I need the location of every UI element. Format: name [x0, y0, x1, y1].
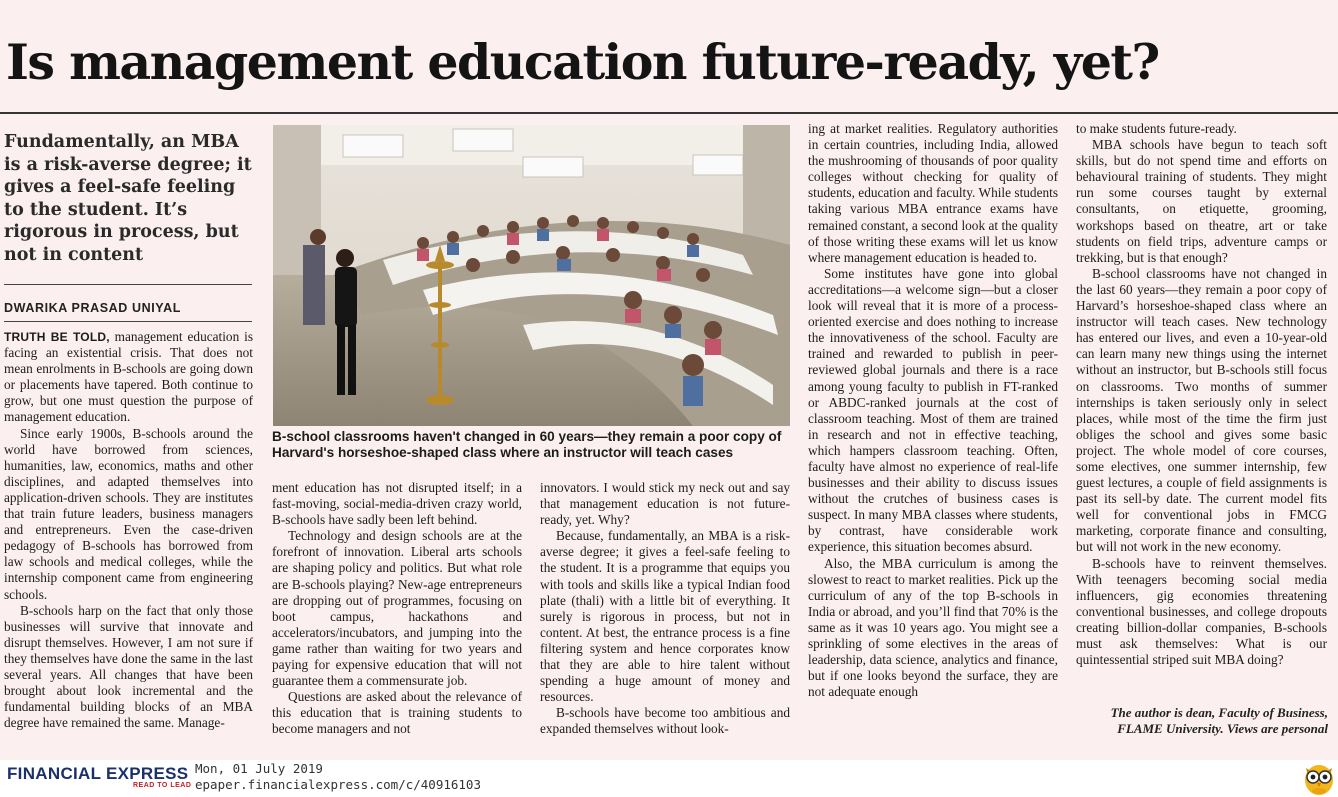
- paragraph: Some institutes have gone into global accreditations—a welcome sign—but a closer look will reveal that it is more of a process-oriented exercise and does nothing to increase the innovativeness of the school. Faculty are trained and rewarded to publish in peer-reviewed global journals and there is a race among young faculty to publish in FT-ranked or ABDC-ranked journals at the cost of classroom teaching. Most of them are trained in research and not in effective teaching, which hampers classroom teaching. Often, faculty have almost no experience of real-life businesses and their ability to discuss issues without the crutches of business cases is suspect. In many MBA classes where students, by contrast, have considerable work experience, this situation becomes absurd.: [808, 265, 1058, 555]
- headline-rule: [0, 112, 1338, 114]
- lead-in: TRUTH BE TOLD,: [4, 330, 110, 344]
- classroom-photo: [273, 125, 790, 426]
- paragraph: Also, the MBA curriculum is among the slowest to react to market realities. Pick up the curriculum of any of the top B-schools in India or abroad, and you’ll find that 70% is the same as it was 10 years ago. You might see a sprinkling of some electives in the areas of leadership, data science, analytics and finance, but if one looks beyond the surface, they are not adequate enough: [808, 555, 1058, 700]
- epaper-url[interactable]: epaper.financialexpress.com/c/40916103: [195, 777, 481, 792]
- column-2: [272, 480, 522, 738]
- column-1: [4, 329, 253, 731]
- paragraph: B-school classrooms have not changed in the last 60 years—they remain a poor copy of Harvard’s horseshoe-shaped class where an instructor will teach cases. New technology has entered our lives, and even a 10-year-old can learn many new things using the internet without an instructor, but B-schools still focus on classrooms. Two months of summer internships is taken seriously only in select places, while most of the time the firm just obliges the school and gives some basic project. The whole model of core courses, some electives, one summer internship, few guest lectures, a couple of field assignments is past its sell-by date. The current model fits well for conventional jobs in FMCG marketing, corporate finance and consulting, but will not work in the new economy.: [1076, 265, 1327, 555]
- byline-divider: [4, 321, 252, 322]
- column-3: [540, 480, 790, 738]
- paragraph: B-schools have become too ambitious and expanded themselves without look-: [540, 705, 790, 737]
- headline: Is management education future-ready, yet?: [6, 33, 1159, 91]
- paragraph: to make students future-ready.: [1076, 121, 1237, 136]
- epaper-footer: [0, 760, 1338, 797]
- paragraph: TRUTH BE TOLD, management education is facing an existential crisis. That does not mean enrolments in B-schools are going down or placements have tapered. Both continue to grow, but one must question the purpose of management education.: [4, 329, 253, 425]
- byline: DWARIKA PRASAD UNIYAL: [4, 301, 181, 315]
- paragraph: ment education has not disrupted itself; in a fast-moving, social-media-driven crazy world, B-schools have sadly been left behind.: [272, 480, 522, 528]
- owl-icon: [1302, 760, 1336, 796]
- paragraph: Technology and design schools are at the forefront of innovation. Liberal arts schools are shaping policy and politics. But what role are B-schools playing? New-age entrepreneurs are dropping out of programmes, focusing on boot campus, hackathons and accelerators/incubators, and jumping into the game rather than waiting for two years and paying for expensive education that will not guarantee them a commensurate job.: [272, 528, 522, 689]
- edition-date: Mon, 01 July 2019: [195, 761, 323, 776]
- standfirst: Fundamentally, an MBA is a risk-averse degree; it gives a feel-safe feeling to the student. It’s rigorous in process, but not in content: [4, 132, 252, 265]
- paragraph: MBA schools have begun to teach soft skills, but do not spend time and efforts on behavioural training of students. They might run some courses taught by external consultants, on etiquette, grooming, workshops based on theatre, art or take students on field trips, adventure camps or trekking, but is that enough?: [1076, 137, 1327, 265]
- financial-express-logo[interactable]: FINANCIAL EXPRESS: [7, 764, 189, 783]
- paragraph: Questions are asked about the relevance of this education that is training students to become managers and not: [272, 689, 522, 737]
- paragraph: Since early 1900s, B-schools around the world have borrowed from sciences, humanities, law, economics, maths and other disciplines, and adapted themselves into application-driven schools. They are institutes that train future leaders, business managers and entrepreneurs. Even the case-driven pedagogy of B-schools has borrowed from law schools and medical colleges, while the internship component came from engineering schools.: [4, 425, 253, 602]
- logo-tagline: READ TO LEAD: [133, 782, 192, 789]
- paragraph: ing at market realities. Regulatory authorities in certain countries, including India, allowed the mushrooming of thousands of poor quality colleges without checking for quality of students, education and faculty. While students taking various MBA entrance exams have remained constant, a second look at the quality of those writing these exams will let us know where management education is headed to.: [808, 121, 1058, 265]
- author-note: The author is dean, Faculty of Business, FLAME University. Views are personal: [1110, 705, 1328, 736]
- paragraph: B-schools harp on the fact that only those businesses will survive that innovate and disrupt themselves. However, I am not sure if they themselves have done the same in the last several years. All changes that have been brought about look incremental and the fundamental building blocks of an MBA degree have remained the same. Manage-: [4, 602, 253, 731]
- photo-caption: B-school classrooms haven't changed in 60 years—they remain a poor copy of Harvard's horseshoe-shaped class where an instructor will teach cases: [272, 429, 782, 460]
- column-4: [808, 121, 1058, 700]
- classroom-illustration: [273, 125, 790, 426]
- paragraph: Because, fundamentally, an MBA is a risk-averse degree; it gives a feel-safe feeling to the student. It is a programme that equips you with tools and skills like a typical Indian food plate (thali) with a little bit of everything. It surely is rigorous in process, but not in content. At best, the entrance process is a fine filtering system and hence corporates know that they are able to hire talent without spending a huge amount of money and resources.: [540, 528, 790, 705]
- paragraph: innovators. I would stick my neck out and say that management education is not future-ready, yet. Why?: [540, 480, 790, 528]
- standfirst-divider: [4, 284, 252, 285]
- column-5: [1076, 121, 1327, 668]
- paragraph: B-schools have to reinvent themselves. With teenagers becoming social media influencers, gig economies threatening conventional businesses, and college dropouts creating billion-dollar companies, B-schools must ask themselves: What is our quintessential striped suit MBA doing?: [1076, 555, 1327, 668]
